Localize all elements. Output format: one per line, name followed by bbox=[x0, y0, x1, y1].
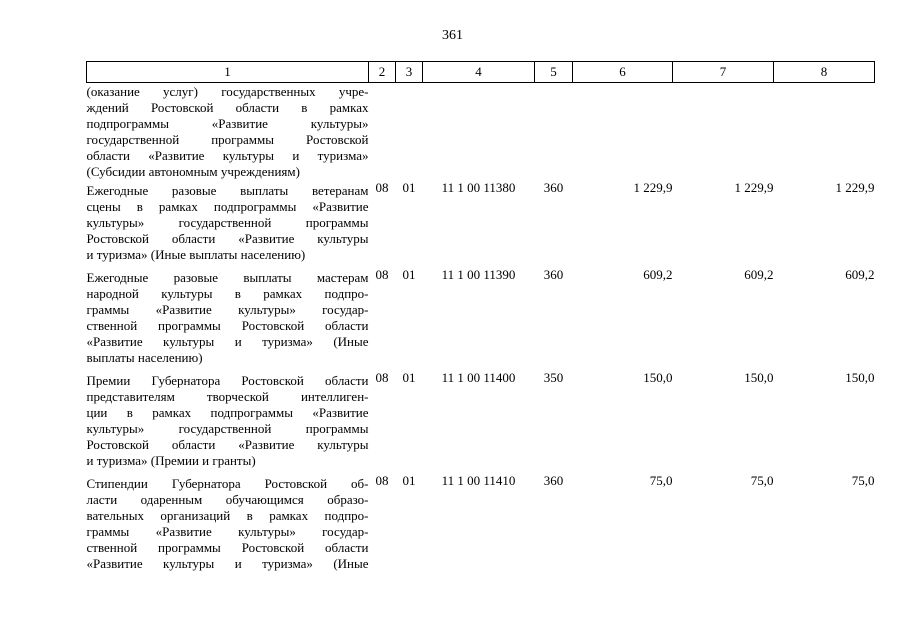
description-line: Ростовской области «Развитие культуры bbox=[86, 231, 369, 246]
description-line: и туризма» (Премии и гранты) bbox=[86, 453, 256, 468]
row-description bbox=[87, 370, 369, 473]
section-cell: 08 bbox=[375, 370, 389, 385]
description-line: Стипендии Губернатора Ростовской об- bbox=[86, 476, 369, 491]
target-article-cell: 11 1 00 11380 bbox=[441, 180, 516, 195]
amount-year1-cell: 609,2 bbox=[643, 267, 673, 282]
amount-year2-cell: 150,0 bbox=[744, 370, 774, 385]
description-line: «Развитие культуры и туризма» (Иные bbox=[86, 334, 369, 349]
description-line: подпрограммы «Развитие культуры» bbox=[86, 116, 369, 131]
description-line: граммы «Развитие культуры» государ- bbox=[86, 302, 369, 317]
amount-year2-cell bbox=[673, 83, 774, 181]
description-line: «Развитие культуры и туризма» (Иные bbox=[86, 556, 369, 571]
section-cell: 08 bbox=[375, 180, 389, 195]
amount-year1-cell bbox=[573, 83, 673, 181]
description-line: Ростовской области «Развитие культуры bbox=[86, 437, 369, 452]
row-description bbox=[87, 473, 369, 576]
column-header-2: 2 bbox=[369, 62, 396, 83]
subsection-cell: 01 bbox=[402, 473, 416, 488]
row-description bbox=[87, 267, 369, 370]
column-header-1: 1 bbox=[87, 62, 369, 83]
column-header-6: 6 bbox=[573, 62, 673, 83]
amount-year3-cell: 609,2 bbox=[845, 267, 875, 282]
amount-year1-cell: 75,0 bbox=[649, 473, 673, 488]
column-header-5: 5 bbox=[535, 62, 573, 83]
table-row bbox=[87, 180, 875, 267]
table-row bbox=[87, 473, 875, 576]
description-line: представителям творческой интеллиген- bbox=[86, 389, 369, 404]
section-cell: 08 bbox=[375, 267, 389, 282]
budget-table bbox=[86, 61, 875, 576]
description-line: ласти одаренным обучающимся образо- bbox=[86, 492, 369, 507]
amount-year2-cell: 1 229,9 bbox=[734, 180, 774, 195]
description-line: области «Развитие культуры и туризма» bbox=[86, 148, 369, 163]
amount-year1-cell: 1 229,9 bbox=[633, 180, 673, 195]
table-row bbox=[87, 83, 875, 181]
description-line: культуры» государственной программы bbox=[86, 215, 369, 230]
description-line: культуры» государственной программы bbox=[86, 421, 369, 436]
description-line: ственной программы Ростовской области bbox=[86, 540, 369, 555]
section-cell bbox=[369, 83, 396, 181]
description-line: государственной программы Ростовской bbox=[86, 132, 369, 147]
amount-year3-cell: 1 229,9 bbox=[835, 180, 875, 195]
column-header-7: 7 bbox=[673, 62, 774, 83]
description-line: народной культуры в рамках подпро- bbox=[86, 286, 369, 301]
subsection-cell: 01 bbox=[402, 370, 416, 385]
column-header-3: 3 bbox=[396, 62, 423, 83]
subsection-cell: 01 bbox=[402, 180, 416, 195]
target-article-cell: 11 1 00 11390 bbox=[441, 267, 516, 282]
description-line: Ежегодные разовые выплаты мастерам bbox=[86, 270, 369, 285]
description-line: граммы «Развитие культуры» государ- bbox=[86, 524, 369, 539]
table-row bbox=[87, 370, 875, 473]
description-line: Премии Губернатора Ростовской области bbox=[86, 373, 369, 388]
amount-year3-cell: 75,0 bbox=[851, 473, 875, 488]
target-article-cell: 11 1 00 11410 bbox=[441, 473, 516, 488]
section-cell: 08 bbox=[375, 473, 389, 488]
amount-year2-cell: 609,2 bbox=[744, 267, 774, 282]
subsection-cell: 01 bbox=[402, 267, 416, 282]
description-line: Ежегодные разовые выплаты ветеранам bbox=[86, 183, 369, 198]
target-article-cell bbox=[423, 83, 535, 181]
amount-year2-cell: 75,0 bbox=[750, 473, 774, 488]
amount-year3-cell: 150,0 bbox=[845, 370, 875, 385]
column-header-8: 8 bbox=[774, 62, 875, 83]
description-line: ждений Ростовской области в рамках bbox=[86, 100, 369, 115]
column-header-4: 4 bbox=[423, 62, 535, 83]
expense-type-cell: 360 bbox=[543, 267, 564, 282]
amount-year1-cell: 150,0 bbox=[643, 370, 673, 385]
description-line: ственной программы Ростовской области bbox=[86, 318, 369, 333]
expense-type-cell: 360 bbox=[543, 180, 564, 195]
amount-year3-cell bbox=[774, 83, 875, 181]
description-line: и туризма» (Иные выплаты населению) bbox=[86, 247, 306, 262]
expense-type-cell: 350 bbox=[543, 370, 564, 385]
page-number: 361 bbox=[442, 28, 463, 43]
description-line: вательных организаций в рамках подпро- bbox=[86, 508, 369, 523]
header-row bbox=[87, 62, 875, 83]
description-line: (Субсидии автономным учреждениям) bbox=[86, 164, 300, 179]
subsection-cell bbox=[396, 83, 423, 181]
expense-type-cell bbox=[535, 83, 573, 181]
description-line: ции в рамках подпрограммы «Развитие bbox=[86, 405, 369, 420]
row-description bbox=[87, 83, 369, 181]
target-article-cell: 11 1 00 11400 bbox=[441, 370, 516, 385]
description-line: сцены в рамках подпрограммы «Развитие bbox=[86, 199, 369, 214]
description-line: выплаты населению) bbox=[86, 350, 203, 365]
table-row bbox=[87, 267, 875, 370]
description-line: (оказание услуг) государственных учре- bbox=[86, 84, 369, 99]
row-description bbox=[87, 180, 369, 267]
expense-type-cell: 360 bbox=[543, 473, 564, 488]
